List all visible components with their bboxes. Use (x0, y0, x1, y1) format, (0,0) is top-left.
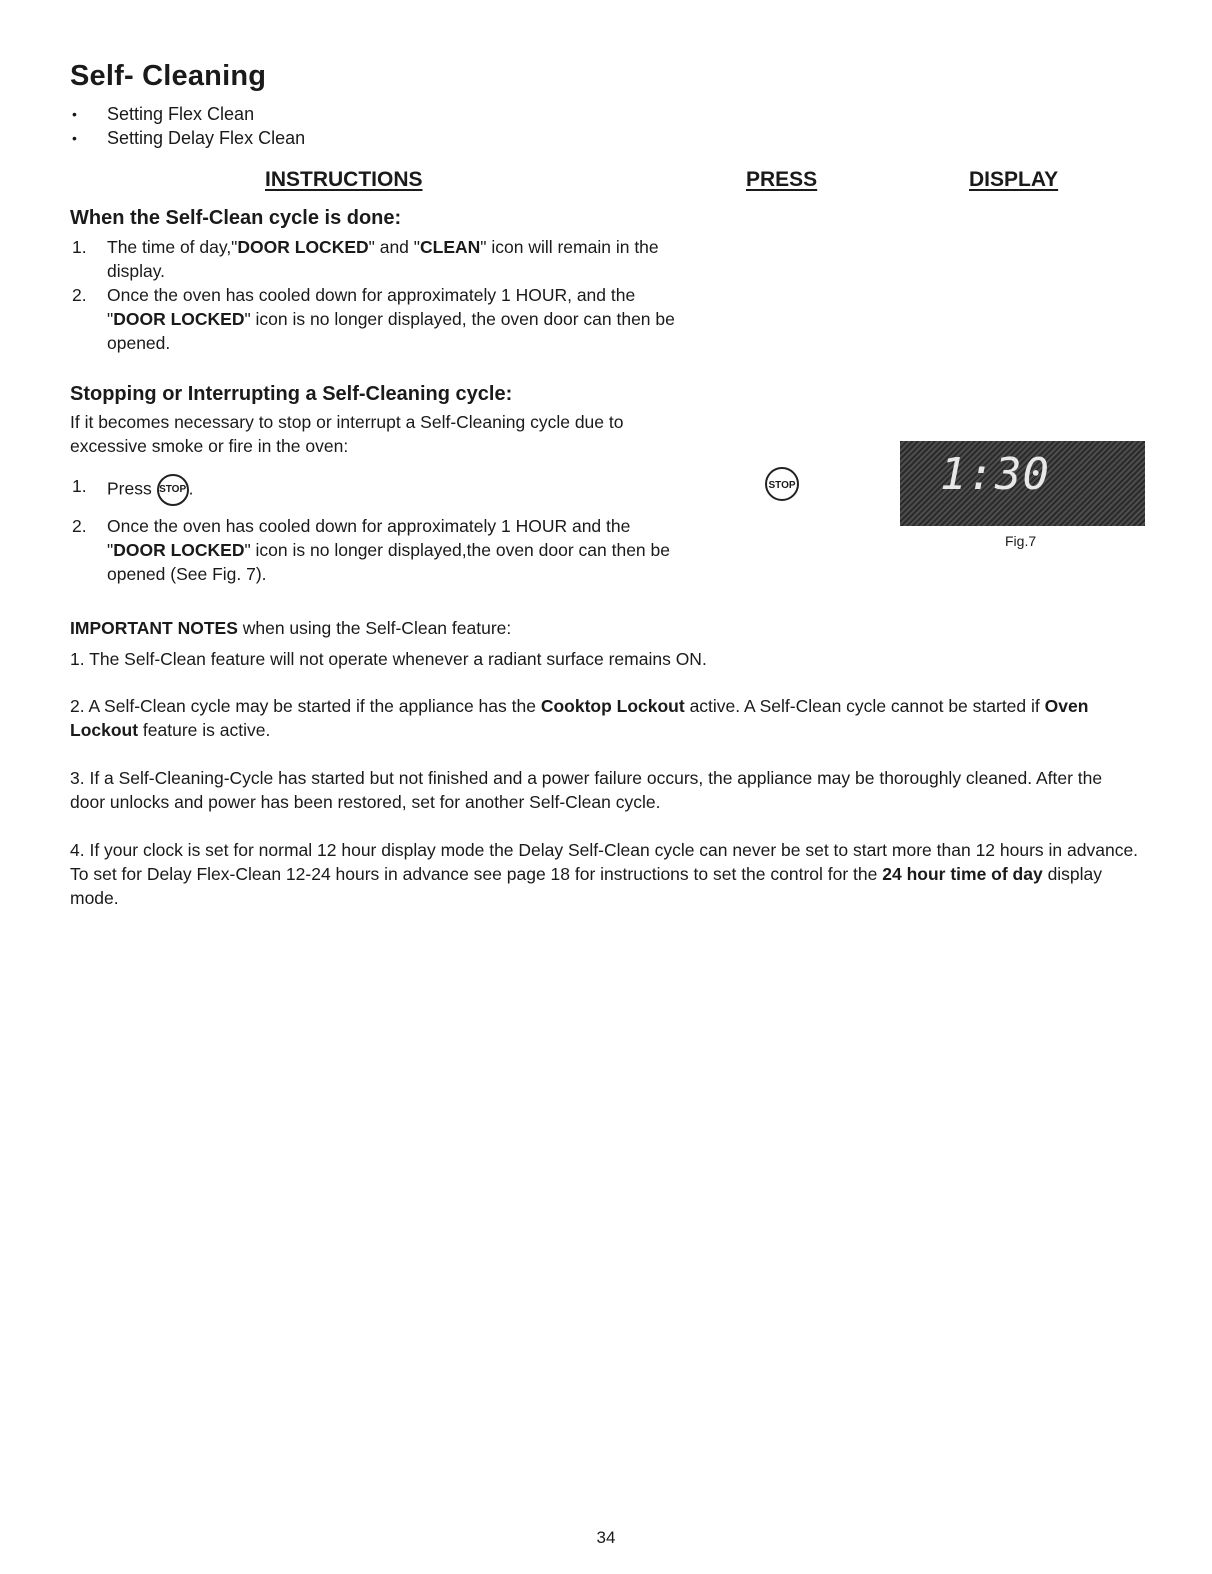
step-text: " icon is no longer displayed, the oven door can then be opened. (107, 309, 675, 353)
stop-button-icon: STOP (765, 467, 799, 501)
stop-icon: STOP (157, 474, 189, 506)
figure-caption: Fig.7 (1005, 533, 1037, 549)
done-steps (70, 235, 675, 355)
step-text: The time of day," (107, 237, 238, 257)
notes-heading-text: when using the Self-Clean feature: (237, 618, 512, 638)
step-bold: CLEAN (420, 237, 481, 257)
notes-heading-bold: IMPORTANT NOTES (70, 618, 238, 638)
stop-step-2 (70, 514, 680, 586)
step-text: " and " (368, 237, 420, 257)
done-step-1 (70, 235, 675, 283)
note-bold: Oven Lockout (70, 696, 1089, 740)
instructions-column-heading: INSTRUCTIONS (265, 168, 423, 191)
note-2 (70, 694, 1140, 742)
step-number: 1. (72, 476, 87, 496)
note-text: feature is active. (138, 720, 271, 740)
topic-item: • Setting Delay Flex Clean (70, 126, 305, 150)
step-text: Press (107, 478, 152, 499)
stop-steps (70, 474, 680, 586)
done-section-heading: When the Self-Clean cycle is done: (70, 207, 402, 229)
note-text: 2. A Self-Clean cycle may be started if the appliance has the (70, 696, 541, 716)
done-step-2 (70, 283, 675, 355)
topic-item: • Setting Flex Clean (70, 102, 305, 126)
step-number: 1. (72, 237, 87, 257)
note-4 (70, 838, 1140, 910)
important-notes-heading (70, 618, 511, 639)
stop-section-intro: If it becomes necessary to stop or interrupt a Self-Cleaning cycle due to excessive smoke or fire in the oven: (70, 412, 624, 456)
page-number: 34 (596, 1528, 616, 1547)
step-text: Once the oven has cooled down for approximately 1 HOUR, and the " (107, 285, 636, 329)
step-bold: DOOR LOCKED (237, 237, 369, 257)
note-text: display mode. (70, 864, 1103, 908)
press-column-heading: PRESS (746, 168, 818, 191)
note-1: 1. The Self-Clean feature will not operate whenever a radiant surface remains ON. (70, 649, 707, 669)
note-text: active. A Self-Clean cycle cannot be started if (684, 696, 1045, 716)
display-column-heading: DISPLAY (969, 168, 1059, 191)
stop-step-1 (70, 474, 680, 506)
display-readout: 1:30 (940, 449, 1050, 500)
page-title: Self- Cleaning (70, 60, 267, 92)
step-text: " icon will remain in the display. (107, 237, 659, 281)
step-bold: DOOR LOCKED (113, 309, 245, 329)
step-bold: DOOR LOCKED (113, 540, 245, 560)
step-text: . (188, 478, 194, 499)
note-bold: Cooktop Lockout (540, 696, 685, 716)
step-number: 2. (72, 285, 87, 305)
step-text: " icon is no longer displayed,the oven door can then be opened (See Fig. 7). (107, 540, 670, 584)
note-3: 3. If a Self-Cleaning-Cycle has started but not finished and a power failure occurs, the appliance may be thoroughly cleaned. After the door unlocks and power has been restored, set for another Self-Clean cycle. (70, 768, 1103, 812)
note-bold: 24 hour time of day (882, 864, 1043, 884)
topic-list (70, 102, 305, 150)
stop-section-heading: Stopping or Interrupting a Self-Cleaning cycle: (70, 383, 513, 405)
step-number: 2. (72, 516, 87, 536)
note-text: 4. If your clock is set for normal 12 hour display mode the Delay Self-Clean cycle can never be set to start more than 12 hours in advance. To set for Delay Flex-Clean 12-24 hours in advance see page 18 for instructions to set the control for the (70, 840, 1139, 884)
step-text: Once the oven has cooled down for approximately 1 HOUR and the " (107, 516, 631, 560)
oven-display-figure (900, 441, 1145, 526)
